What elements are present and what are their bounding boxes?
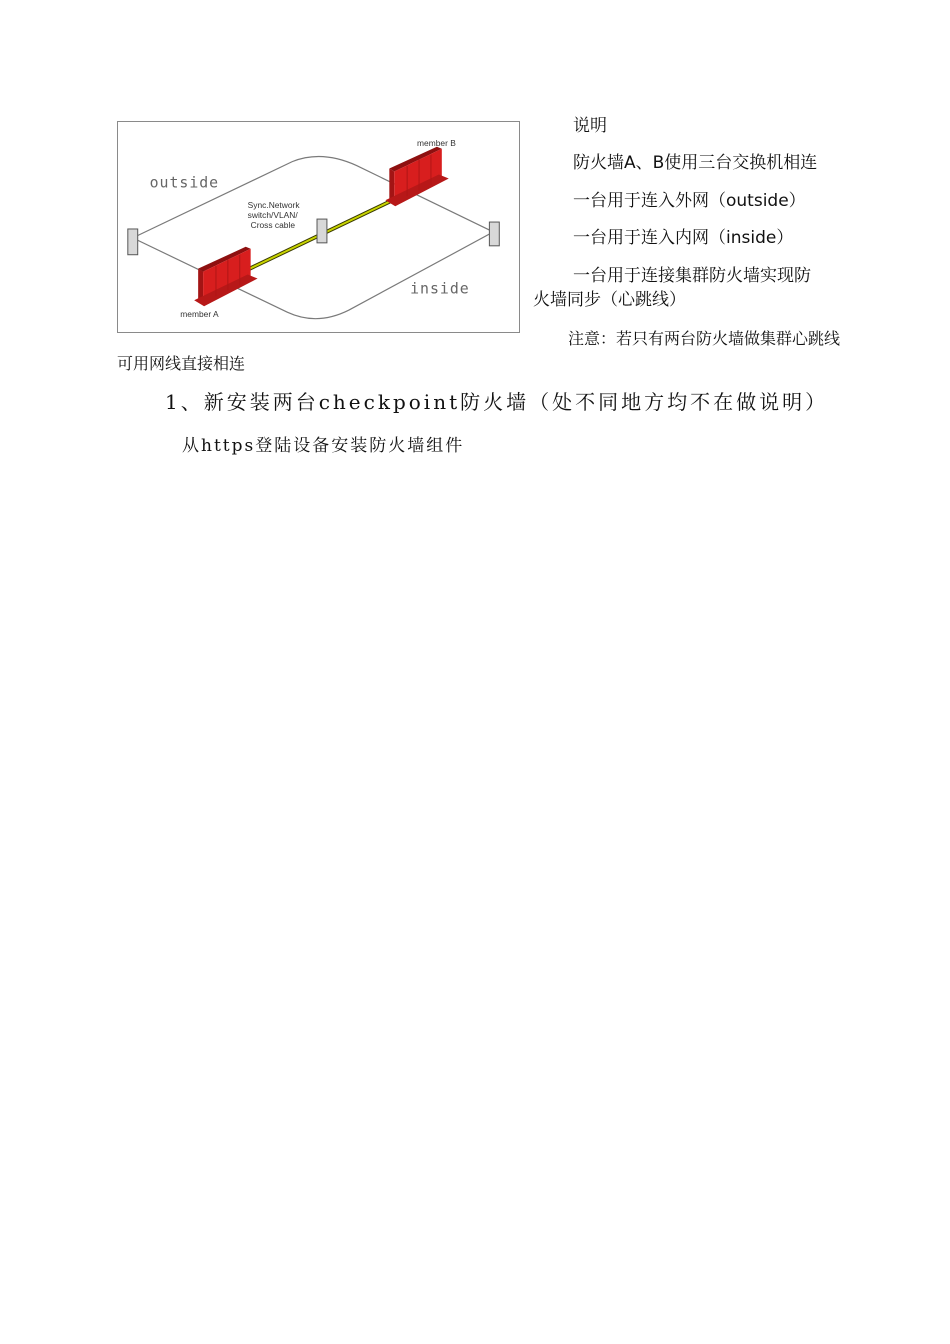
notes-line-2: 一台用于连入外网（outside） — [573, 191, 806, 211]
step-1-heading: 1、新安装两台checkpoint防火墙（处不同地方均不在做说明） — [165, 390, 829, 414]
notes-warning-b: 可用网线直接相连 — [117, 354, 246, 373]
inside-right-switch — [489, 222, 499, 246]
notes-line-1: 防火墙A、B使用三台交换机相连 — [573, 153, 818, 173]
notes-line-3: 一台用于连入内网（inside） — [573, 228, 794, 248]
sync-label-line2: switch/VLAN/ — [247, 210, 298, 221]
sync-label-line1: Sync.Network — [247, 200, 300, 211]
step-1-text: 从https登陆设备安装防火墙组件 — [182, 436, 465, 456]
notes-line-4b: 火墙同步（心跳线） — [533, 290, 686, 310]
member-a-label: member A — [180, 309, 219, 320]
member-b-firewall-icon — [385, 147, 448, 206]
notes-title: 说明 — [573, 116, 607, 136]
sync-switch — [317, 219, 327, 243]
outside-left-switch — [128, 229, 138, 255]
cluster-topology-diagram — [117, 121, 520, 333]
inside-label: inside — [410, 279, 470, 298]
member-b-label: member B — [417, 137, 456, 148]
outside-label: outside — [149, 173, 220, 192]
topology-svg — [118, 122, 519, 332]
sync-label-line3: Cross cable — [250, 219, 296, 230]
notes-warning-a: 注意：若只有两台防火墙做集群心跳线 — [568, 329, 841, 348]
notes-line-4a: 一台用于连接集群防火墙实现防 — [573, 266, 811, 286]
member-a-firewall-icon — [194, 247, 257, 306]
